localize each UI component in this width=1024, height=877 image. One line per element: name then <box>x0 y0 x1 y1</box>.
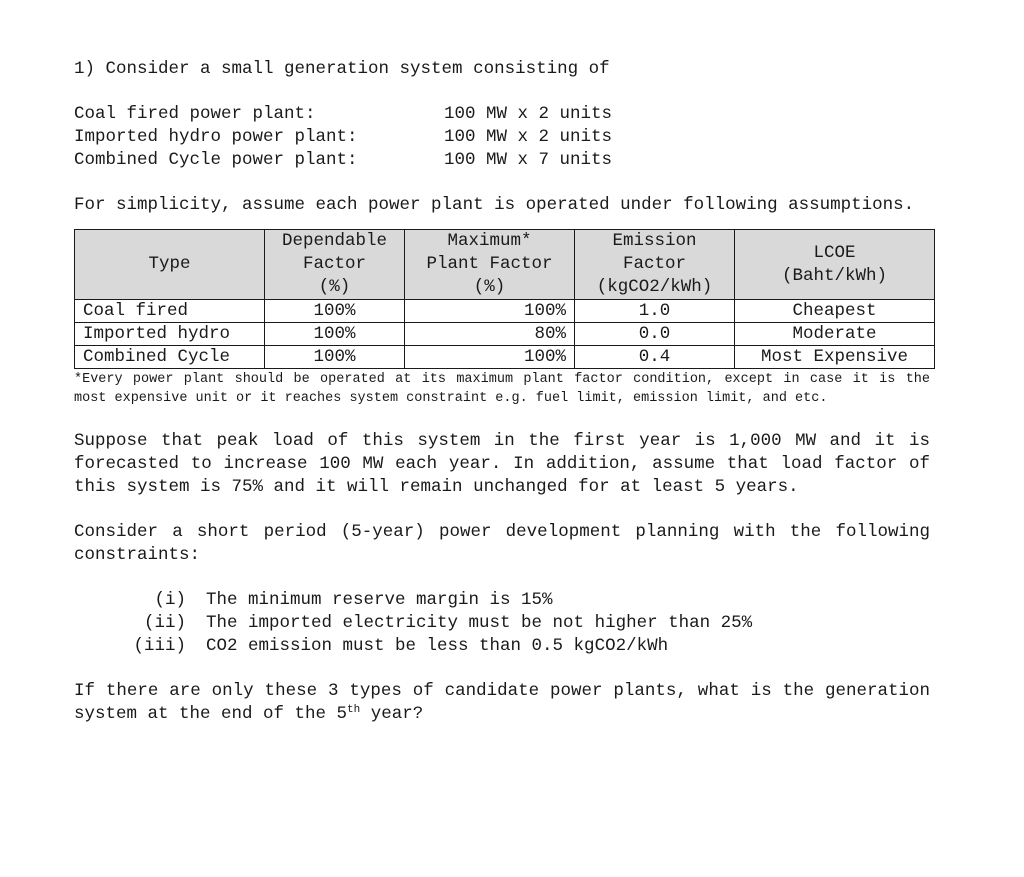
table-footnote: *Every power plant should be operated at its maximum plant factor condition, except in case it is the most expensive unit or it reaches system constraint e.g. fuel limit, emission limit, and etc. <box>74 372 930 406</box>
cell-lcoe: Cheapest <box>735 300 935 323</box>
cell-dependable: 100% <box>265 323 405 346</box>
header-emission-factor: Emission Factor (kgCO2/kWh) <box>575 230 735 300</box>
document-page <box>74 58 930 726</box>
plant-row-hydro <box>74 126 930 149</box>
constraint-number: (i) <box>154 590 186 610</box>
plant-capacity: 100 MW x 7 units <box>444 150 613 170</box>
list-item <box>100 635 930 658</box>
list-item <box>100 612 930 635</box>
cell-emission: 0.4 <box>575 346 735 369</box>
plant-capacity: 100 MW x 2 units <box>444 104 613 124</box>
constraint-number: (iii) <box>133 636 186 656</box>
plant-row-coal <box>74 103 930 126</box>
cell-lcoe: Most Expensive <box>735 346 935 369</box>
plant-name: Combined Cycle power plant: <box>74 150 358 170</box>
cell-max-pf: 100% <box>405 346 575 369</box>
cell-max-pf: 100% <box>405 300 575 323</box>
table-row <box>75 300 935 323</box>
assumption-table <box>74 229 935 369</box>
plant-capacity: 100 MW x 2 units <box>444 127 613 147</box>
cell-dependable: 100% <box>265 346 405 369</box>
table-header-row <box>75 230 935 300</box>
header-max-plant-factor: Maximum* Plant Factor (%) <box>405 230 575 300</box>
plant-row-combined-cycle <box>74 149 930 172</box>
cell-lcoe: Moderate <box>735 323 935 346</box>
question-heading: 1) Consider a small generation system consisting of <box>74 59 610 79</box>
plant-list <box>74 103 930 172</box>
constraint-text: The imported electricity must be not higher than 25% <box>206 613 753 633</box>
constraint-list <box>100 589 930 658</box>
final-question-text: If there are only these 3 types of candidate power plants, what is the generation system at the end of the 5 <box>74 681 930 724</box>
header-dependable-factor: Dependable Factor (%) <box>265 230 405 300</box>
cell-type: Coal fired <box>75 300 265 323</box>
cell-max-pf: 80% <box>405 323 575 346</box>
final-question <box>74 680 930 726</box>
table-row <box>75 346 935 369</box>
header-type: Type <box>75 230 265 300</box>
assumption-intro: For simplicity, assume each power plant is operated under following assumptions. <box>74 195 915 215</box>
list-item <box>100 589 930 612</box>
plant-name: Coal fired power plant: <box>74 104 316 124</box>
final-question-end: year? <box>360 704 424 724</box>
load-paragraph: Suppose that peak load of this system in the first year is 1,000 MW and it is forecasted to increase 100 MW each year. In addition, assume that load factor of this system is 75% and it will remain unchanged for at least 5 years. <box>74 431 930 497</box>
constraint-number: (ii) <box>143 613 186 633</box>
plant-name: Imported hydro power plant: <box>74 127 358 147</box>
cell-emission: 0.0 <box>575 323 735 346</box>
ordinal-suffix: th <box>347 704 361 716</box>
header-lcoe: LCOE (Baht/kWh) <box>735 230 935 300</box>
constraint-text: CO2 emission must be less than 0.5 kgCO2/kWh <box>206 636 669 656</box>
cell-type: Imported hydro <box>75 323 265 346</box>
constraint-text: The minimum reserve margin is 15% <box>206 590 553 610</box>
cell-dependable: 100% <box>265 300 405 323</box>
table-row <box>75 323 935 346</box>
planning-paragraph: Consider a short period (5-year) power development planning with the following constraints: <box>74 522 930 565</box>
cell-type: Combined Cycle <box>75 346 265 369</box>
cell-emission: 1.0 <box>575 300 735 323</box>
